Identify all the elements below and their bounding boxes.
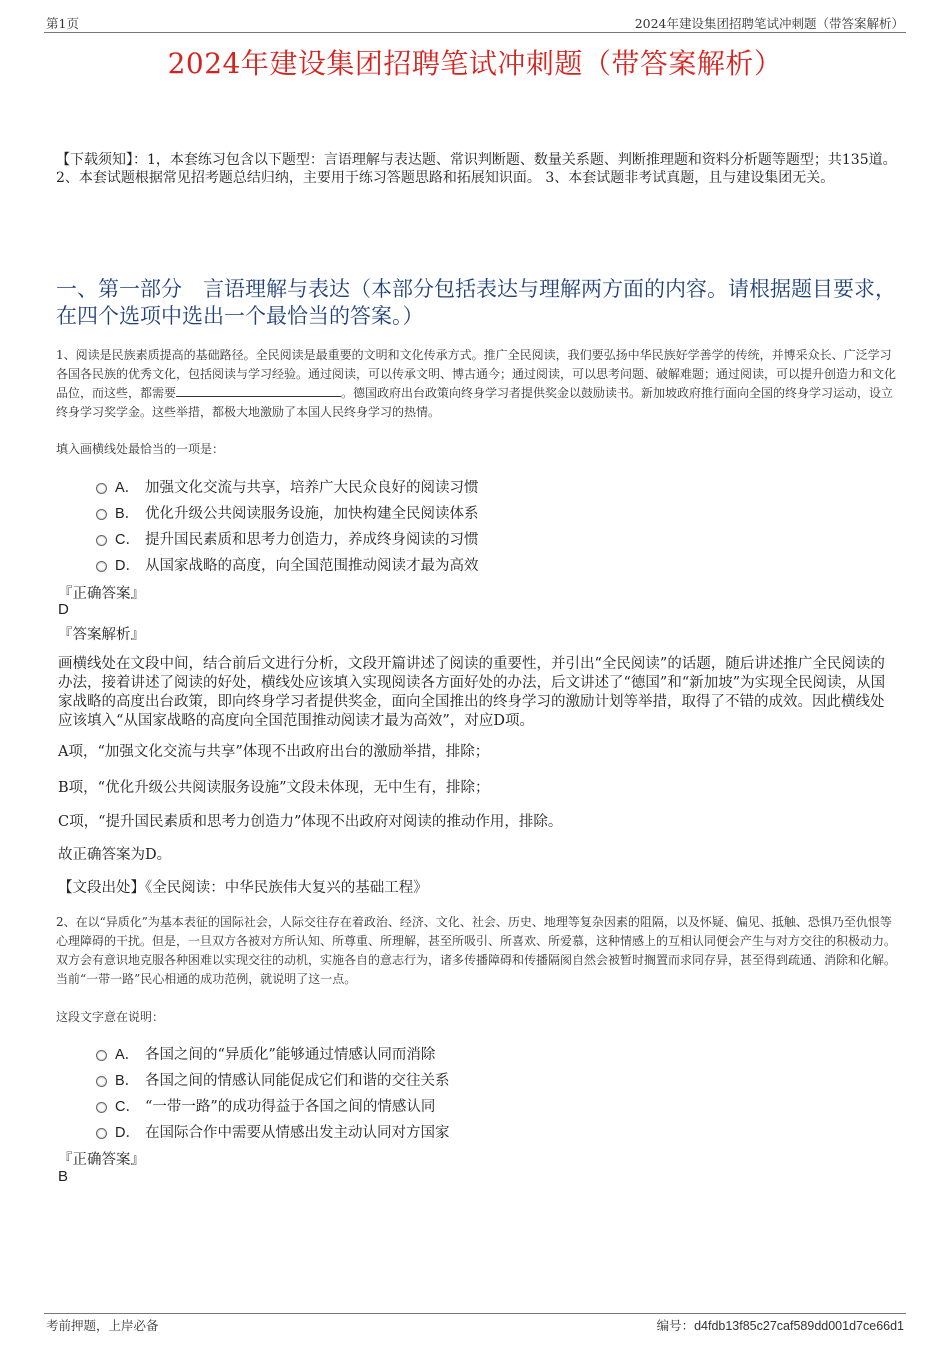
q1-prompt: 填入画横线处最恰当的一项是： (56, 442, 225, 456)
section-heading: 一、第一部分 言语理解与表达（本部分包括表达与理解两方面的内容。请根据题目要求，在四个选项中选出一个最恰当的答案。） (56, 277, 896, 328)
q2-answer-label: 『正确答案』 (58, 1152, 145, 1168)
q1-stem-before: 1、阅读是民族素质提高的基础路径。全民阅读是最重要的文明和文化传承方式。推广全民阅读，我们要弘扬中华民族好学善学的传统，并博采众长、广泛学习各国各民族的优秀文化，包括阅读与学习经验。通过阅读，可以传承文明、博古通今；通过阅读，可以思考问题、破解难题；通过阅读，可以提升创造力和文化品位，而这些，都需要 (56, 348, 897, 400)
q1-option-b[interactable]: B． 优化升级公共阅读服务设施，加快构建全民阅读体系 (96, 499, 796, 525)
radio-icon[interactable] (96, 561, 107, 572)
running-title: 2024年建设集团招聘笔试冲刺题（带答案解析） (634, 16, 904, 31)
q2-option-a[interactable]: A． 各国之间的“异质化”能够通过情感认同而消除 (96, 1040, 796, 1066)
radio-icon[interactable] (96, 483, 107, 494)
header-divider (44, 32, 906, 33)
footer-code (657, 1316, 904, 1334)
q1-option-d[interactable]: D． 从国家战略的高度，向全国范围推动阅读才最为高效 (96, 551, 796, 577)
q1-eliminate-b: B项，“优化升级公共阅读服务设施”文段未体现，无中生有，排除； (58, 780, 490, 796)
radio-icon[interactable] (96, 1102, 107, 1113)
q1-source: 【文段出处】《全民阅读：中华民族伟大复兴的基础工程》 (58, 880, 428, 896)
radio-icon[interactable] (96, 1050, 107, 1061)
q2-stem: 2、在以“异质化”为基本表征的国际社会，人际交往存在着政治、经济、文化、社会、历史、地理等复杂因素的阻隔，以及怀疑、偏见、抵触、恐惧乃至仇恨等心理障碍的干扰。但是，一旦双方各被对方所认知、所尊重、所理解，甚至所吸引、所喜欢、所爱慕，这种情感上的互相认同便会产生与对方交往的积极动力。双方会有意识地克服各种困难以实现交往的动机，实施各自的意志行为，诸多传播障碍和传播隔阂自然会被暂时搁置而求同存异，甚至得到疏通、消除和化解。当前“一带一路”民心相通的成功范例，就说明了这一点。 (56, 915, 897, 986)
q1-conclusion: 故正确答案为D。 (58, 847, 172, 863)
radio-icon[interactable] (96, 1128, 107, 1139)
q2-prompt: 这段文字意在说明： (56, 1010, 165, 1024)
q1-option-c[interactable]: C． 提升国民素质和思考力创造力，养成终身阅读的习惯 (96, 525, 796, 551)
radio-icon[interactable] (96, 1076, 107, 1087)
download-notice: 【下载须知】：1，本套练习包含以下题型：言语理解与表达题、常识判断题、数量关系题、判断推理题和资料分析题等题型；共135道。 2、本套试题根据常见招考题总结归纳，主要用于练习答题思路和拓展知识面。 3、本套试题非考试真题，且与建设集团无关。 (56, 152, 897, 186)
page-title: 2024年建设集团招聘笔试冲刺题（带答案解析） (167, 47, 783, 80)
q1-analysis: 画横线处在文段中间，结合前后文进行分析，文段开篇讲述了阅读的重要性，并引出“全民阅读”的话题，随后讲述推广全民阅读的办法，接着讲述了阅读的好处，横线处应该填入实现阅读各方面好处的办法，后文讲述了“德国”和“新加坡”为实现全民阅读，从国家战略的高度出台政策，即向终身学习者提供奖金，面向全国推出的终身学习的激励计划等举措，取得了不错的成效。因此横线处应该填入“从国家战略的高度向全国范围推动阅读才最为高效”，对应D项。 (58, 656, 886, 729)
q1-option-a[interactable]: A． 加强文化交流与共享，培养广大民众良好的阅读习惯 (96, 473, 796, 499)
q1-options (96, 473, 796, 577)
radio-icon[interactable] (96, 535, 107, 546)
q1-stem (56, 346, 901, 422)
q1-eliminate-a: A项，“加强文化交流与共享”体现不出政府出台的激励举措，排除； (58, 744, 490, 760)
footer-divider (44, 1313, 906, 1314)
footer-code-label: 编号： (656, 1318, 695, 1333)
q2-answer: B (58, 1168, 69, 1185)
q1-analysis-label: 『答案解析』 (58, 627, 145, 643)
q1-answer-label: 『正确答案』 (58, 586, 145, 602)
radio-icon[interactable] (96, 509, 107, 520)
q1-stem-after: 。德国政府出台政策向终身学习者提供奖金以鼓励读书。新加坡政府推行面向全国的终身学习运动，设立终身学习奖学金。这些举措，都极大地激励了本国人民终身学习的热情。 (56, 386, 894, 419)
footer-code-value: d4fdb13f85c27caf589dd001d7ce66d1 (694, 1319, 904, 1333)
page-number: 第1页 (46, 16, 79, 31)
q1-answer: D (58, 601, 69, 618)
footer-slogan: 考前押题，上岸必备 (46, 1318, 159, 1333)
q1-blank-line (176, 384, 341, 397)
q2-option-d[interactable]: D． 在国际合作中需要从情感出发主动认同对方国家 (96, 1118, 796, 1144)
q1-eliminate-c: C项，“提升国民素质和思考力创造力”体现不出政府对阅读的推动作用，排除。 (58, 814, 563, 830)
q2-options (96, 1040, 796, 1144)
q2-option-b[interactable]: B． 各国之间的情感认同能促成它们和谐的交往关系 (96, 1066, 796, 1092)
q2-option-c[interactable]: C． “一带一路”的成功得益于各国之间的情感认同 (96, 1092, 796, 1118)
